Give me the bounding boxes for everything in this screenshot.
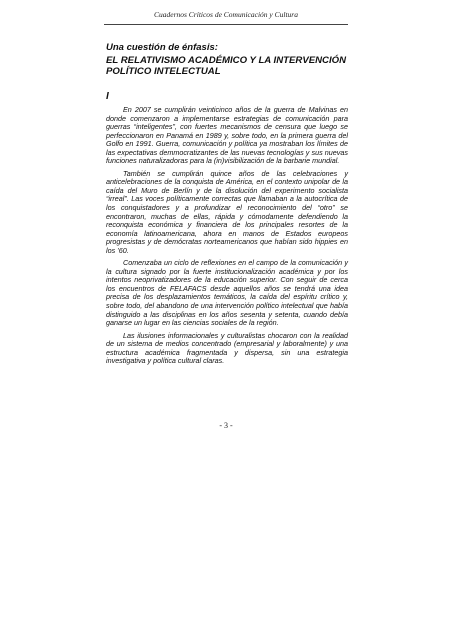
running-head: Cuadernos Críticos de Comunicación y Cultura xyxy=(154,10,298,19)
paragraph-4: Las ilusiones informacionales y culturalistas chocaron con la realidad de un sistema de medios concentrado (empresarial y laboralmente) y una estructura académica fragmentada y dispersa, sin una estrategia investigativa y política cultural claras. xyxy=(106,330,348,366)
article-kicker: Una cuestión de énfasis: xyxy=(106,42,218,53)
paragraph-2: También se cumplirán quince años de las celebraciones y anticelebraciones de la conquista de América, en el contexto unipolar de la caída del Muro de Berlín y de la disolución del experimento socialista “irreal”. Las voces políticamente correctas que llamaban a la autocrítica de los conquistadores y a profundizar el reconocimiento del “otro” se encontraron, muchas de ellas, rápida y cómodamente defendiendo la reconquista económica y financiera de los principales resortes de la economía latinoamericana, ahora en manos de Estados europeos progresistas y de demócratas norteamericanos que habían sido hippies en los ’60. xyxy=(106,168,348,255)
article-title: EL RELATIVISMO ACADÉMICO Y LA INTERVENCIÓN POLÍTICO INTELECTUAL xyxy=(106,55,347,77)
page-number: - 3 - xyxy=(219,421,233,430)
paragraph-3: Comenzaba un ciclo de reflexiones en el campo de la comunicación y la cultura signado por la fuerte institucionalización académica y por los intentos neoprivatizadores de la educación superior. Con seguir de cerca los encuentros de FELAFACS desde aquellos años se tendrá una idea precisa de los desplazamientos temáticos, la caída del espíritu crítico y, sobre todo, del abandono de una intervención político intelectual que había distinguido a las disciplinas en los años sesenta y setenta, cuando debía ganarse un lugar en las ciencias sociales de la región. xyxy=(106,258,348,328)
header-rule xyxy=(104,24,348,25)
section-heading: I xyxy=(106,91,109,102)
article-body xyxy=(106,42,348,370)
paragraph-1: En 2007 se cumplirán veinticinco años de la guerra de Malvinas en donde comenzaron a implementarse estrategias de comunicación para guerras “inteligentes”, con fuertes mecanismos de censura que luego se perfeccionaron en Panamá en 1989 y, sobre todo, en la primera guerra del Golfo en 1991. Guerra, comunicación y política ya mostraban los límites de las expectativas demmocratizantes de las nuevas tecnologías y sus nuevas funciones naturalizadoras para la (in)visibilización de la barbarie mundial. xyxy=(106,105,348,166)
